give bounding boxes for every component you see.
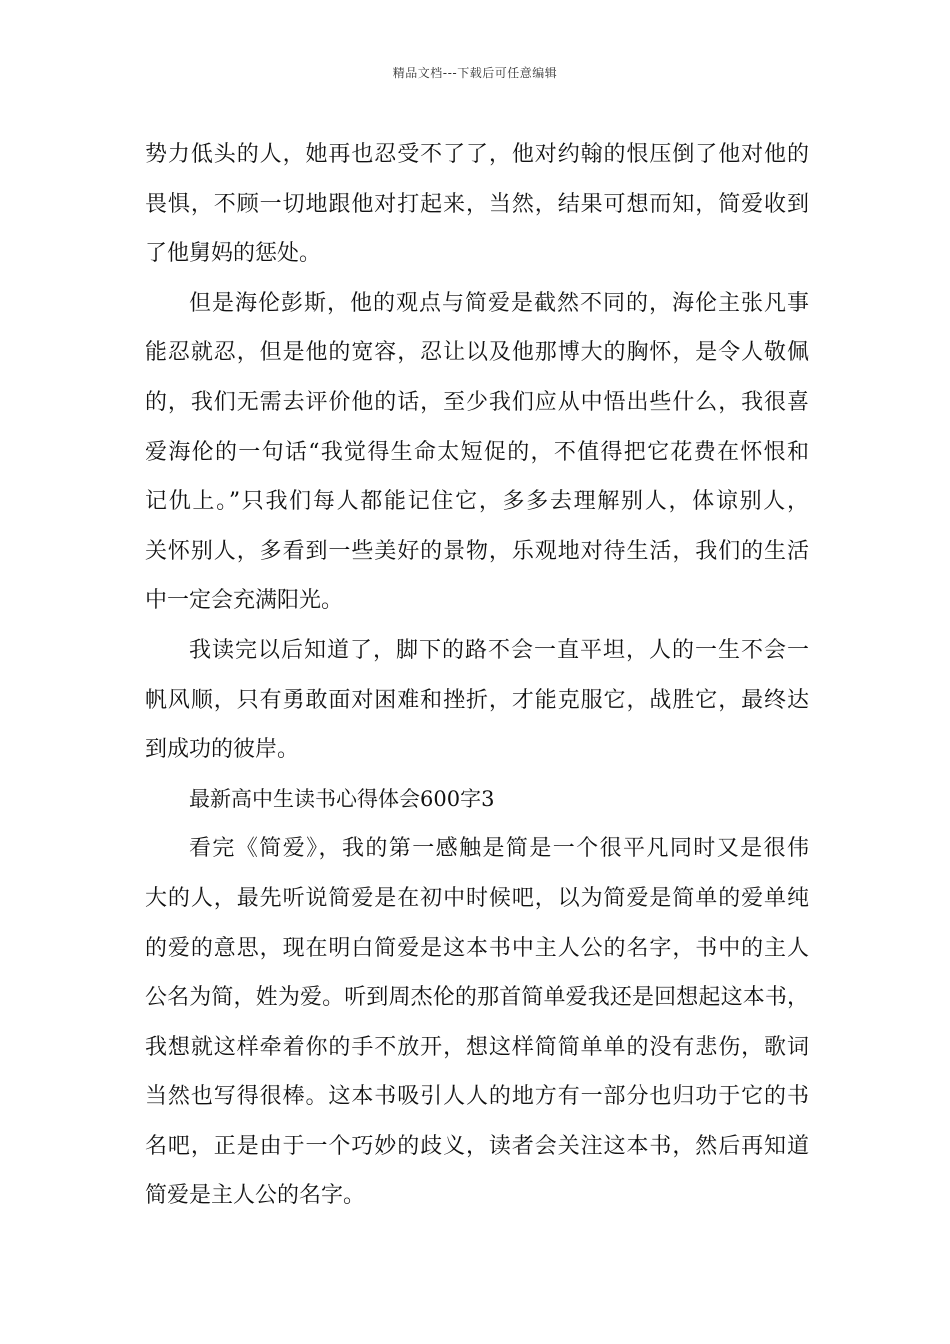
text-line: 了他舅妈的惩处。 xyxy=(145,241,322,267)
paragraph xyxy=(145,824,809,1221)
page-header: 精品文档---下载后可任意编辑 xyxy=(392,66,558,80)
paragraph xyxy=(145,626,809,775)
text-line: 我读完以后知道了，脚下的路不会一直平坦，人的一生不会一 xyxy=(189,637,809,663)
text-line: 公名为简，姓为爱。听到周杰伦的那首简单爱我还是回想起这本书， xyxy=(145,985,809,1011)
paragraph xyxy=(145,279,809,626)
text-line: 到成功的彼岸。 xyxy=(145,737,300,763)
text-line: 畏惧，不顾一切地跟他对打起来，当然，结果可想而知，简爱收到 xyxy=(145,191,809,217)
text-line: 爱海伦的一句话“我觉得生命太短促的，不值得把它花费在怀恨和 xyxy=(145,439,809,465)
text-line: 记仇上。”只我们每人都能记住它，多多去理解别人，体谅别人， xyxy=(145,489,809,515)
document-body xyxy=(145,130,809,1221)
text-line: 看完《简爱》，我的第一感触是简是一个很平凡同时又是很伟 xyxy=(189,836,809,862)
text-line: 简爱是主人公的名字。 xyxy=(145,1183,366,1209)
text-line: 名吧，正是由于一个巧妙的歧义，读者会关注这本书，然后再知道 xyxy=(145,1133,809,1159)
text-line: 帆风顺，只有勇敢面对困难和挫折，才能克服它，战胜它，最终达 xyxy=(145,687,809,713)
text-line: 能忍就忍，但是他的宽容，忍让以及他那博大的胸怀，是令人敬佩 xyxy=(145,340,809,366)
text-line: 中一定会充满阳光。 xyxy=(145,588,344,614)
text-line: 的，我们无需去评价他的话，至少我们应从中悟出些什么，我很喜 xyxy=(145,389,809,415)
text-line: 大的人，最先听说简爱是在初中时候吧，以为简爱是简单的爱单纯 xyxy=(145,885,809,911)
text-line: 当然也写得很棒。这本书吸引人人的地方有一部分也归功于它的书 xyxy=(145,1084,809,1110)
text-line: 关怀别人，多看到一些美好的景物，乐观地对待生活，我们的生活 xyxy=(145,538,809,564)
text-line: 我想就这样牵着你的手不放开，想这样简简单单的没有悲伤，歌词 xyxy=(145,1034,809,1060)
section-heading: 最新高中生读书心得体会600字3 xyxy=(189,786,495,811)
paragraph xyxy=(145,130,809,279)
text-line: 势力低头的人，她再也忍受不了了，他对约翰的恨压倒了他对他的 xyxy=(145,142,809,167)
text-line: 但是海伦彭斯，他的观点与简爱是截然不同的，海伦主张凡事 xyxy=(189,290,809,316)
text-line: 的爱的意思，现在明白简爱是这本书中主人公的名字，书中的主人 xyxy=(145,935,809,961)
